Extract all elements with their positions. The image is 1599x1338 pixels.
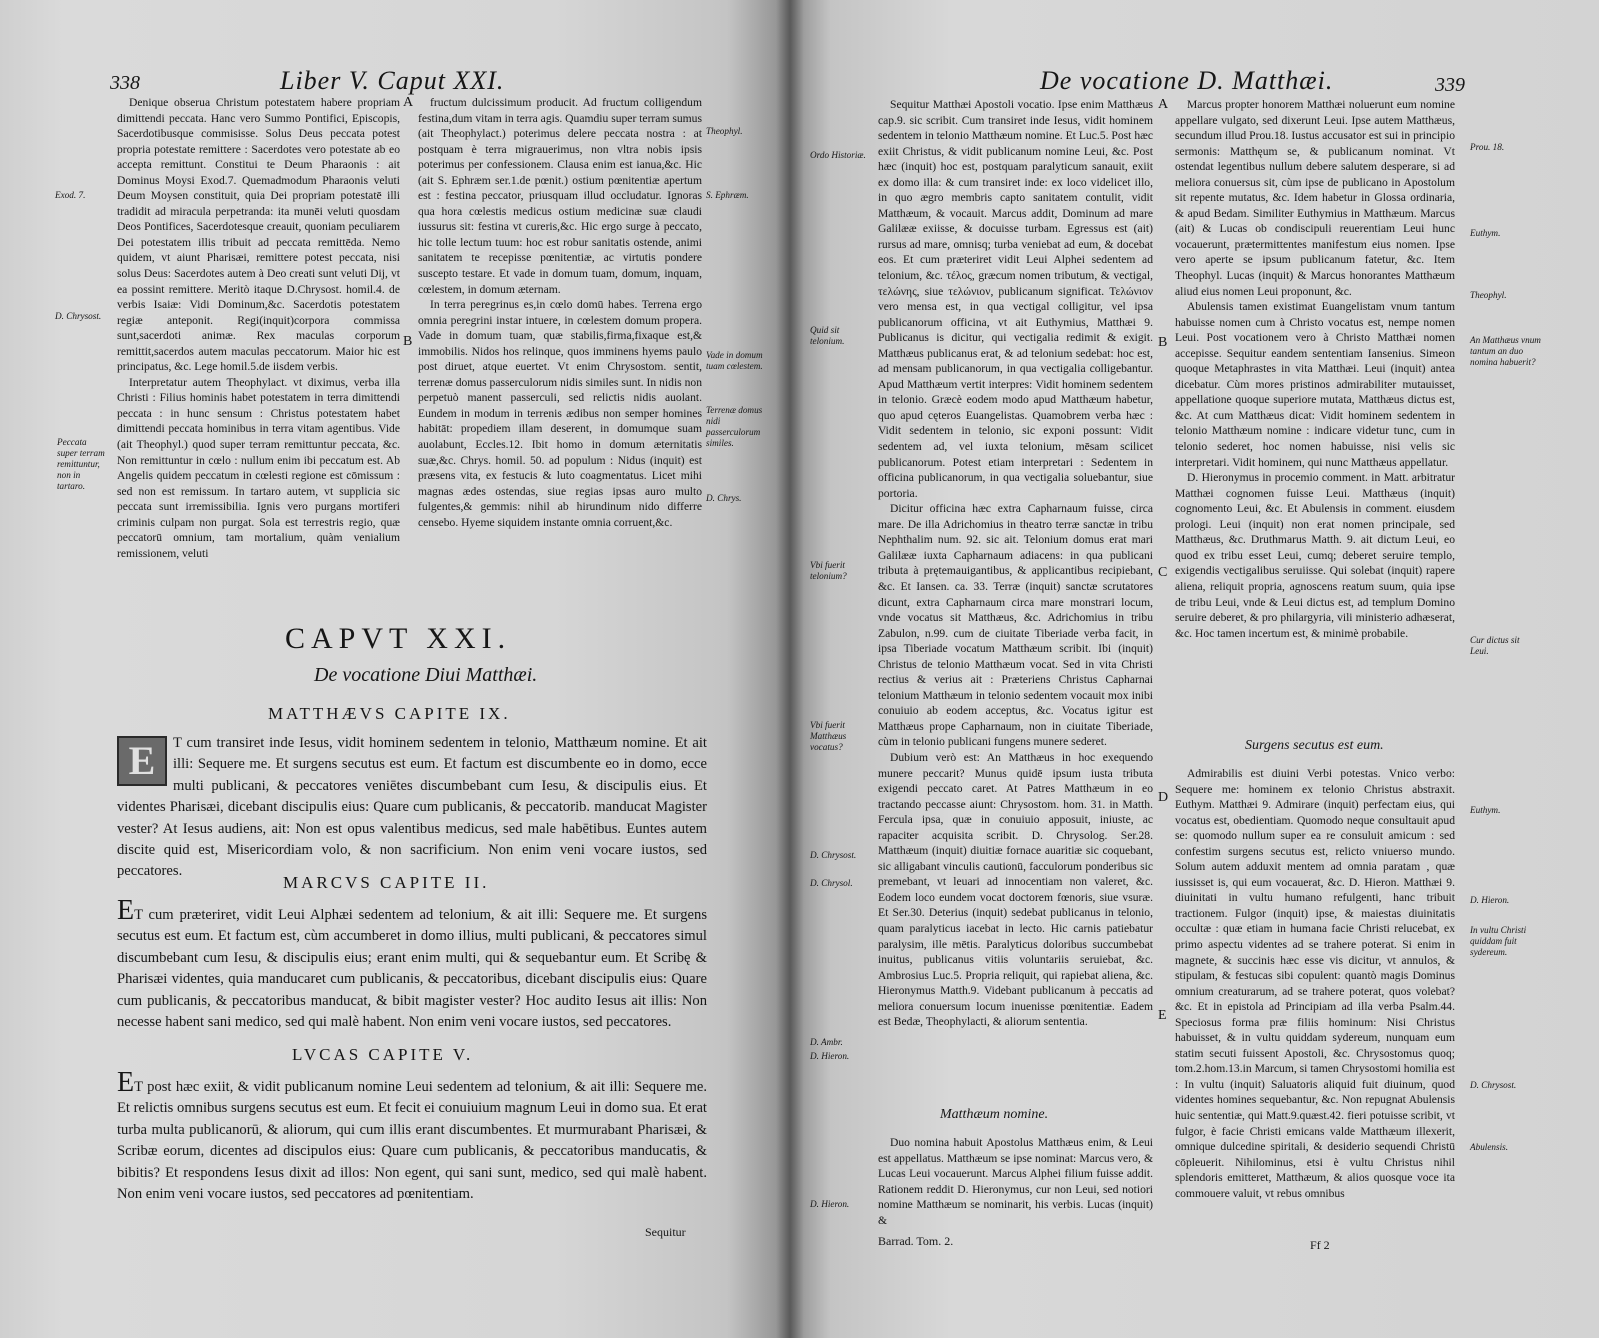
catchword: Sequitur: [645, 1225, 686, 1239]
book-gutter: [776, 0, 804, 1338]
paragraph: Dicitur officina hæc extra Capharnaum fuisse, circa mare. De illa Adrichomius in theatro terræ sanctæ in tribu Nephthalim num. 92. sic ait. Telonium domus erat mari Galilææ iuxta Capharnaum adiacens: in qua publicani tributa à prętemauigantibus, & applicantibus recipiebant, &c. Et Iansen. ca. 33. Terræ (inquit) sanctæ scrutatores dicunt, extra Capharnaum circa mare monstrari locum, vnde vocatus sit Matthæus, &c. Adrichomius in tribu Zabulon, n.99. cum de ciuitate Tiberiade verba facit, in ipsa Tiberiade vocatum Matthæum scribit. Ibi (inquit) Christus de telonio Matthæum vocat. Sed in vita Christi rectius & verius ait : Præteriens Christus Capharnai telonium Matthæum in telonio sedentem vocauit mox inibi conuiuio ab eodem acceptus, &c. Vocatus igitur est Matthæus prope Capharnaum, non in ciuitate Tiberiade, cùm in telonio publicani fungens munere sederet.: [878, 502, 1153, 749]
subheading: Surgens secutus est eum.: [1245, 738, 1384, 753]
margin-note: Vade in domum tuam cœlestem.: [706, 350, 763, 371]
left-page-number: 338: [110, 72, 140, 94]
margin-note: Ordo Historiæ.: [810, 150, 866, 160]
margin-note: Euthym.: [1470, 228, 1501, 238]
paragraph: fructum dulcissimum producit. Ad fructum colligendum festina,dum vitam in terra agis. Quamdiu super terram sumus (ait Theophylact.) poterimus delere peccata nostra : at postquam è terra migrauerimus, non vltra nobis ipsis poterimus per confessionem. Clausa enim est ianua,&c. Hic (ait S. Ephræm ser.1.de pœnit.) ostium pœnitentiæ apertum est : festina peccator, priusquam illud occludatur. Ignoras qua hora cœlestis medicus ostium medicinæ suæ claudi iussurus sit: festina vt cureris,&c. Hic ergo surge à peccato, hic tolle lectum tuum: hoc est robur sanitatis ostende, animi sanitatem te recepisse pœnitentiæ, ac virtutis pondere suscepto testare. Et vade in domum tuam, domum, inquam, cœlestem, in domum æternam.: [418, 96, 702, 296]
margin-note: Terrenæ domus nidi passerculorum similes.: [706, 405, 763, 448]
right-running-head: De vocatione D. Matthæi.: [1040, 66, 1334, 95]
chapter-subtitle: De vocatione Diui Matthæi.: [314, 664, 538, 686]
paragraph: Abulensis tamen existimat Euangelistam vnum tantum habuisse nomen cum à Christo vocatus est, nempe nomen Leui. Post vocationem vero à Christo Matthæi nomen accepisse. Sequitur eandem sententiam Iansenius. Simeon quoque Metaphrastes in vita Matthæi. Leui (inquit) antea dicebatur. Cùm mores pristinos admirabiliter mutauisset, appellatione quoque superiore mutata, Matthæus dictus est, &c. At cum Matthæus dicat: Vidit hominem sedentem in telonio Matthæum nomine : indicare videtur tunc, cum in telonio sederet, hoc nomen habuisse, nisi velis sic interpretari. Vidit hominem, qui nunc Matthæus appellatur.: [1175, 300, 1455, 469]
right-column-1: [878, 97, 1153, 1107]
right-page: [790, 0, 1599, 1338]
margin-note: Theophyl.: [1470, 290, 1507, 300]
paragraph: D. Hieronymus in procemio comment. in Matt. arbitratur Matthæi cognomen fuisse Leui. Matthæus (inquit) cognomento Leui, &c. Et Abulensis in comment. eiusdem prologi. Leui (inquit) non erat nomen principale, sed Matthæus, &c. Druthmarus Matth. 9. ait dictum Leui, eo quod ex tribu esset Leui, cumq; deberet seruire templo, exigendis vectigalibus seruiisse. Qui solebat (inquit) rapere aliena, reliquit propria, agnoscens reatum suum, quia ipse de tribu Leui, vnde & Leui dictus est, ad templum Domino seruire deberet, & pro philargyria, vili ministerio adhæserat, &c. Hoc tamen incertum est, & minimè probabile.: [1175, 471, 1455, 640]
subheading: Matthæum nomine.: [940, 1107, 1049, 1122]
margin-note: Exod. 7.: [55, 190, 86, 200]
section-letter: C: [1158, 565, 1168, 580]
margin-note: D. Ambr.: [810, 1037, 843, 1047]
paragraph: [117, 1067, 707, 1205]
section-letter: A: [403, 95, 414, 110]
margin-note: Prou. 18.: [1470, 142, 1505, 152]
margin-note: Quid sit telonium.: [810, 325, 845, 346]
paragraph: Duo nomina habuit Apostolus Matthæus enim, & Leui est appellatus. Matthæum se ipse nominat: Marcus vero, & Lucas Leui vocauerunt. Marcus Alphei filium fuisse addit. Rationem reddit D. Hieronymus, cur non Leui, sed notiori nomine Matthæum se nominarit, his verbis. Lucas (inquit) &: [878, 1136, 1153, 1227]
margin-note: Cur dictus sit Leui.: [1470, 635, 1520, 656]
luke-heading: LVCAS CAPITE V.: [292, 1045, 474, 1064]
margin-note: Vbi fuerit telonium?: [810, 560, 847, 581]
initial-letter: E: [117, 895, 135, 926]
left-running-head: Liber V. Caput XXI.: [280, 66, 505, 95]
right-column-1-tail: [878, 1135, 1153, 1230]
paragraph: Dubium verò est: An Matthæus in hoc exequendo munere peccarit? Munus quidē ipsum iusta tributa exigendi peccato caret. At Patres Matthæum in eo tractando peccasse aiunt: Chrysostom. hom. 31. in Matth. Fercula ipsa, quæ in conuiuio apposuit, iniuste, ac rapaciter acquisita scribit. D. Chrysolog. Ser.28. Matthæum (inquit) diuitiæ fornace auaritiæ sic coquebant, sic alligabant vinculis cautionū, facculorum ponderibus sic premebant, vt leuari ad innocentiam non valeret, &c. Eodem loco eundem vocat doctorem fœnoris, siue vsuræ. Et Ser.30. Deterius (inquit) sedebat publicanus in telonio, quam paralyticus iacebat in lecto. Hic carnis patiebatur paralysim, ille mētis. Paralyticus doloribus succumbebat inuitus, publicanus vitiis voluntariis seruiebat, &c. Ambrosius Luc.5. Propria reliquit, qui rapiebat aliena, &c. Hieronymus Matth.9. Videbant publicanum à peccatis ad meliora conuersum locum inuenisse pœnitentiæ. Eadem est Bedæ, Theophylacti, & aliorum sententia.: [878, 750, 1153, 1029]
paragraph: Denique obserua Christum potestatem habere propriam dimittendi peccata. Hanc vero Summo Pontifici, Episcopis, Sacerdotibusque commisisse. Solus Deus peccata potest propria potestate remittere : Sacerdotes vero potestate ab eo accepta remittunt. Constitui te Deum Pharaonis : ait Dominus Moysi Exod.7. Quemadmodum Pharaonis veluti Deum Moysen constituit, quia Dei propriam potestatē illi tradidit ad miracula perpetranda: ita munēi veluti quosdam Deos Pontifices, Sacerdotesque creauit, quoniam peculiarem Dei potestatem illis tribuit ad peccata remittēda. Nemo quidem, vt aiunt Pharisæi, remittere potest peccata, nisi solus Deus: Sacerdotes autem à Deo creati sunt veluti Dij, vt ea possint remittere. Meritò itaque D.Chrysost. homil.4. de verbis Isaiæ: Vidi Dominum,&c. Sacerdotis potestatem regiæ anteponit. Regi(inquit)corpora commissa sunt,sacerdoti animæ. Rex maculas corporum remittit,sacerdos autem maculas peccatorum. Maior hic est principatus, &c. Lege homil.5.de iisdem verbis.: [117, 96, 400, 374]
section-letter: A: [1158, 97, 1169, 112]
mark-heading: MARCVS CAPITE II.: [283, 873, 490, 892]
matthew-passage: [117, 733, 707, 880]
left-page: [0, 0, 790, 1338]
section-letter: B: [1158, 335, 1168, 350]
margin-note: Vbi fuerit Matthæus vocatus?: [810, 720, 847, 752]
margin-note: Abulensis.: [1470, 1142, 1509, 1152]
margin-note: D. Chrysol.: [810, 878, 853, 888]
margin-note: S. Ephræm.: [706, 190, 749, 200]
matthew-heading: MATTHÆVS CAPITE IX.: [268, 704, 511, 723]
passage-text: T post hæc exiit, & vidit publicanum nomine Leui sedentem ad telonium, & ait illi: Sequere me. Et relictis omnibus surgens secutus est eum. Et fecit ei conuiuium magnum Leui in domo sua. Et erat turba multa publicanorū, & aliorum, qui cum illis erant discumbentes. Et murmurabant Pharisæi, & Scribæ eorum, dicentes ad discipulos eius: Quare cum publicanis, & peccatoribus manducatis, & bibitis? Et respondens Iesus dixit ad illos: Non egent, qui sani sunt, medico, sed qui malè habent. Non enim veni vocare iustos, sed peccatores ad pœnitentiam.: [117, 1079, 707, 1203]
paragraph: [117, 733, 707, 883]
margin-note: Peccata super terram remittuntur, non in tartaro.: [57, 437, 105, 491]
right-column-2: [1175, 97, 1455, 727]
passage-text: T cum transiret inde Iesus, vidit hominem sedentem in telonio, Matthæum nomine. Et ait illi: Sequere me. Et surgens secutus est eum. Et factum est discumbente eo in domo, ecce multi publicani, & peccatores veniētes discumbebant cum Iesu, & discipulis eius. Et videntes Pharisæi, dicebant discipulis eius: Quare cum publicanis, & peccatorib. manducat Magister vester? At Iesus audiens, ait: Non est opus valentibus medicus, sed male habētibus. Euntes autem discite quid est, Misericordiam volo, & non sacrificium. Non enim veni vocare iustos, sed peccatores.: [117, 735, 707, 880]
luke-passage: [117, 1067, 707, 1212]
margin-note: Euthym.: [1470, 805, 1501, 815]
paragraph: Admirabilis est diuini Verbi potestas. Vnico verbo: Sequere me: hominem ex telonio Christus abstraxit. Euthym. Matthæi 9. Admirare (inquit) perfectam eius, qui vocatus est, obedientiam. Quomodo neque consultauit apud se: quomodo nullum super ea re consuluit amicum : sed confestim surgens secutus est, relicto vniuerso mundo. Solum autem adduxit mentem ad omnia paratam , quæ iussisset is, qui eum vocauerat, &c. D. Hieron. Matthæi 9. diuinitati in vultu humano refulgenti, hanc tribuit tractionem. Fulgor (inquit) ipse, & maiestas diuinitatis occultæ : quæ etiam in humana facie Christi relucebat, ex primo aspectu videntes ad se trahere poterat. Si enim in magnete, & succinis hæc esse vis dicitur, vt annulos, & stipulam, & festucas sibi copulent: quantò magis Dominus omnium creaturarum, ad se trahere poterat, quos volebat? &c. Et in epistola ad Principiam ad illa verba Psalm.44. Speciosus forma præ filiis hominum: Nisi Christus habuisset, & in vultu quiddam sydereum, nunquam eum statim secuti fuissent Apostoli, &c. Chrysostomus quoq; tom.2.hom.13.in Marcum, si tamen Chrysostomi homilia est : In vultu (inquit) Saluatoris aliquid fuit diuinum, quod videntes homines sequebantur, &c. Non repugnat Abulensis huic sententiæ, qui Matt.9.quæst.42. fieri potuisse scribit, vt fulgor, è facie Christi emicans valde Matthæum illexerit, omnique dulcedine spiritali, & desiderio sequendi Christū cōpleuerit. Nihilominus, etsi è vultu Christus nihil splendoris emitteret, Matthæum, & alios quosque voce ita commouere valuit, vt rebus omnibus: [1175, 767, 1455, 1200]
mark-passage: [117, 895, 707, 1040]
section-letter: E: [1158, 1008, 1167, 1023]
paragraph: Interpretatur autem Theophylact. vt diximus, verba illa Christi : Filius hominis habet potestatem in terra dimittendi peccata : in hunc sensum : Christus potestatem habet dimittendi peccata hominibus in terra vitam agentibus. Vide (ait Theophyl.) quod super terram remittuntur peccata, &c. Non remittuntur in cœlo : nullum enim ibi peccatum est. Ab Angelis quidem peccatum in cœlesti regione est cōmissum : sed non est remissum. In tartaro autem, vt supplicia sic peccata sunt irremissibilia. Ignis vero purgans mortiferi criminis culpam non purgat. Sola est terrestris regio, quæ peccatorū omnium, tam mortalium, quàm venialium remissionem, veluti: [117, 375, 400, 560]
margin-note: D. Hieron.: [1470, 895, 1510, 905]
section-letter: D: [1158, 790, 1169, 805]
left-column-1: [117, 95, 400, 615]
margin-note: An Matthæus vnum tantum an duo nomina habuerit?: [1470, 335, 1541, 367]
left-column-2: [418, 95, 702, 610]
margin-note: D. Chrysost.: [55, 311, 102, 321]
drop-cap: E: [117, 736, 167, 786]
paragraph: Sequitur Matthæi Apostoli vocatio. Ipse enim Matthæus cap.9. sic scribit. Cum transiret inde Iesus, vidit hominem sedentem in telonio Matthæum nomine. Et Luc.5. Post hæc exiit Christus, & vidit publicanum nomine Leui, &c. Post hæc (inquit) hoc est, postquam paralyticum sanauit, exiit ex domo illa: & cum transiret inde: ex loco videlicet illo, in quo ægro membris capto sanitatem contulit, vidit Matthæum, & vocauit. Marcus addit, Dominum ad mare Galilææ exiisse, & docuisse turbam. Egressus est (ait) rursus ad mare, omnisq; turba veniebat ad eum, & docebat eos. Et cum præteriret vidit Leui Alphei sedentem ad telonium, &c. τέλος, græcum nomen tributum, & vectigal, τελώνης, siue τελώνιον, publicanum significat. Τελώνιον vero mensa est, in qua vectigal colligitur, vel ipsa publicanorum officina, vt ait Euthymius, Matthæi 9. Publicanus is dicitur, qui vectigalia redimit & exigit. Matthæus publicanus erat, & ad telonium sedebat: hoc est, ad mensam publicanorum, in qua vectigalia colligebantur. Apud Matthæum vertit interpres: Vidit hominem sedentem in telonio. Græcè eodem modo apud Matthæum habetur, quo apud cęteros Euangelistas. Quamobrem verba hæc : Vidit sedentem in telonio, sic exponi possunt: Vidit sedentem ad, vel iuxta telonium, mēsam scilicet publicanorum. Potest etiam interpretari : Sedentem in officina publicanorum, in qua vectigalia soluebantur, siue portoria.: [878, 98, 1153, 500]
margin-note: In vultu Christi quiddam fuit sydereum.: [1470, 925, 1527, 957]
paragraph: [117, 895, 707, 1033]
chapter-heading: CAPVT XXI.: [285, 622, 512, 655]
signature-mark: Ff 2: [1310, 1238, 1330, 1252]
paragraph: Marcus propter honorem Matthæi noluerunt eum nomine appellare vulgato, sed dixerunt Leui. Ipse autem Matthæus, secundum illud Prou.18. Iustus accusator est sui in principio sermonis: Matthęum se, & publicanum nominat. Vt ostendat legentibus nullum debere salutem desperare, si ad meliora conuersus sit, cùm ipse de publicano in Apostolum sit repente mutatus, &c. Idem habetur in Glossa ordinaria, & apud Bedam. Similiter Euthymius in Matthæum. Marcus (ait) & Lucas ob condiscipuli reuerentiam Leui hunc vocauerunt, prætermittentes manifestum eius nomen. Ipse vero aperte se ipsum publicanum fatetur, &c. Item Theophyl. Lucas (inquit) & Marcus honorantes Matthæum aliud eius nomen Leui proponunt, &c.: [1175, 98, 1455, 298]
margin-note: D. Chrys.: [706, 493, 742, 503]
section-letter: B: [403, 334, 413, 349]
right-column-2-tail: [1175, 766, 1455, 1241]
right-page-number: 339: [1435, 74, 1465, 96]
passage-text: T cum præteriret, vidit Leui Alphæi sedentem ad telonium, & ait illi: Sequere me. Et surgens secutus est eum. Et factum est, cùm accumberet in domo illius, multi publicani, & peccatores simul discumbebant cum Iesu, & discipulis eius; erant enim multi, qui & sequebantur eum. Et Scribę & Pharisæi videntes, quia manducaret cum publicanis, & peccatoribus, dicebant discipulis eius: Quare cum publicanis, & peccatoribus manducat, & bibit magister vester? Hoc audito Iesus ait illis: Non necesse habent sani medico, sed qui malè habent. Non enim veni vocare iustos, sed peccatores.: [117, 907, 707, 1031]
margin-note: D. Chrysost.: [810, 850, 857, 860]
signature-line: Barrad. Tom. 2.: [878, 1234, 954, 1248]
paragraph: In terra peregrinus es,in cœlo domū habes. Terrena ergo omnia peregrini instar intuere, in cœlestem domum propera. Vade in domum tuam, quæ stabilis,firma,fixaque est,& immobilis. Nidos hos relinque, quos imminens hyems paulo post diruet, atque euertet. Vt enim Chrysostom. sentit, terrenæ domus passerculorum nidis similes sunt. In nidis non perpetuò manent passerculi, sed relictis nidis auolant. Eundem in modum in terrenis ædibus non semper homines habitāt: propediem illam deserent, in domumque suam auolabunt, Eccles.12. Ibit homo in domum æternitatis suæ,&c. Chrys. homil. 50. ad populum : Nidus (inquit) est præsens vita, ex festucis & luto coagmentatus. Licet mihi magnas ædes ostendas, siue regias ipsas auro multo fulgentes,& gemmis: nihil ab hirundinum nido differre censebo. Hyeme siquidem instante omnia corruent,&c.: [418, 298, 702, 529]
margin-note: D. Hieron.: [810, 1051, 850, 1061]
margin-note: D. Chrysost.: [1470, 1080, 1517, 1090]
margin-note: D. Hieron.: [810, 1199, 850, 1209]
initial-letter: E: [117, 1067, 135, 1098]
margin-note: Theophyl.: [706, 126, 743, 136]
